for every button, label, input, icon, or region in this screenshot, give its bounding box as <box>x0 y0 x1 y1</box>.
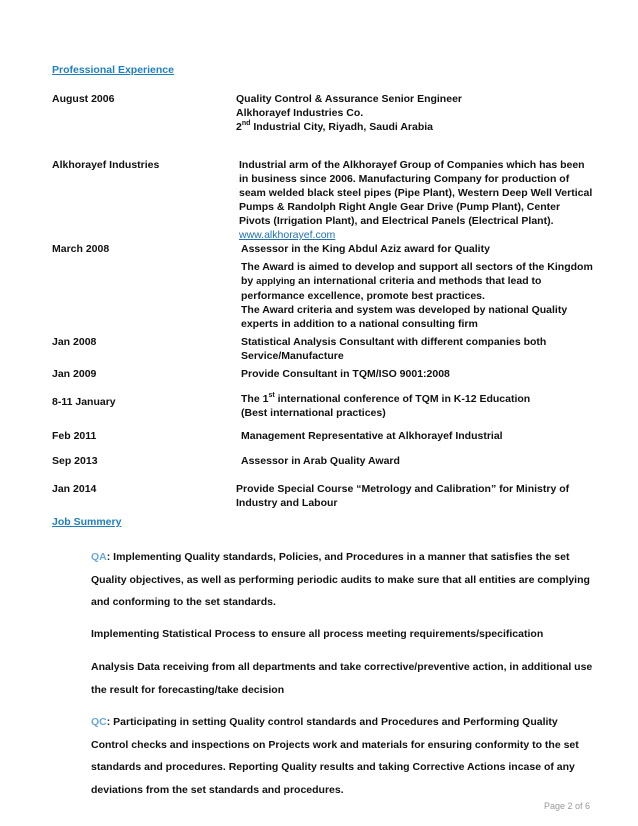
experience-line: Management Representative at Alkhorayef Industrial <box>241 430 503 442</box>
experience-line: Assessor in Arab Quality Award <box>241 455 400 467</box>
experience-line: Statistical Analysis Consultant with different companies both <box>241 336 547 348</box>
company-website-link[interactable]: www.alkhorayef.com <box>239 229 336 241</box>
experience-date: Jan 2014 <box>52 483 97 495</box>
experience-line: seam welded black steel pipes (Pipe Plant), Western Deep Well Vertical <box>239 187 593 199</box>
qc-paragraph: QC: Participating in setting Quality control standards and Procedures and Performing Quality Control checks and inspections on Projects work and materials for ensuring conformity to the set standards and procedures. Reporting Quality results and taking Corrective Actions incase of any deviations from the set standards and procedures. <box>91 711 591 801</box>
paragraph-line: standards and procedures. Reporting Quality results and taking Corrective Actions incase of any <box>91 761 575 773</box>
experience-line: Alkhorayef Industries Co. <box>236 107 364 119</box>
experience-line: The Award criteria and system was developed by national Quality <box>241 304 568 316</box>
experience-description <box>241 367 596 381</box>
experience-description <box>241 429 596 443</box>
experience-line: experts in addition to a national consulting firm <box>241 318 478 330</box>
paragraph-line: and conforming to the set standards. <box>91 596 276 608</box>
experience-description <box>241 335 596 363</box>
experience-line: Provide Special Course “Metrology and Calibration” for Ministry of <box>236 483 570 495</box>
experience-description <box>241 454 596 468</box>
statistical-paragraph <box>91 623 591 646</box>
experience-date: August 2006 <box>52 93 115 105</box>
paragraph-line: the result for forecasting/take decision <box>91 683 285 696</box>
experience-line: in business since 2006. Manufacturing Company for production of <box>239 173 570 185</box>
page-number: Page 2 of 6 <box>543 801 590 811</box>
section-heading-professional-experience: Professional Experience <box>52 64 174 76</box>
experience-line: Service/Manufacture <box>241 350 344 362</box>
experience-description <box>241 392 596 420</box>
experience-address: 2nd Industrial City, Riyadh, Saudi Arabia <box>236 119 434 133</box>
experience-line: Pumps & Randolph Right Angle Gear Drive (Pump Plant), Center <box>239 201 561 213</box>
experience-line: performance excellence, promote best practices. <box>241 290 485 302</box>
experience-date: Jan 2008 <box>52 336 97 348</box>
qc-label: QC <box>91 716 107 728</box>
paragraph-line: Implementing Statistical Process to ensure all process meeting requirements/specification <box>91 628 544 640</box>
experience-date: Jan 2009 <box>52 368 97 380</box>
experience-description <box>236 92 591 134</box>
experience-line: Provide Consultant in TQM/ISO 9001:2008 <box>241 368 450 380</box>
paragraph-line: Control checks and inspections on Projects work and materials for ensuring conformity to the set <box>91 738 579 751</box>
experience-date: Alkhorayef Industries <box>52 159 160 171</box>
experience-line: The 1st international conference of TQM in K-12 Education <box>241 391 531 405</box>
experience-description <box>239 158 594 242</box>
experience-date: 8-11 January <box>52 396 116 408</box>
section-heading-job-summery: Job Summery <box>52 516 122 528</box>
experience-line: (Best international practices) <box>241 407 386 419</box>
qa-label: QA <box>91 551 107 563</box>
experience-line: Industrial arm of the Alkhorayef Group of Companies which has been <box>239 159 585 171</box>
qa-paragraph: QA: Implementing Quality standards, Policies, and Procedures in a manner that satisfies the set Quality objectives, as well as performing periodic audits to make sure that all entities are complying and conforming to the set standards. <box>91 546 591 614</box>
experience-line: Assessor in the King Abdul Aziz award for Quality <box>241 243 490 255</box>
paragraph-line: Analysis Data receiving from all departments and take corrective/preventive action, in additional use <box>91 661 593 673</box>
paragraph-line: Quality objectives, as well as performing periodic audits to make sure that all entities are complying <box>91 573 590 586</box>
experience-description <box>241 242 596 331</box>
experience-date: Feb 2011 <box>52 430 97 442</box>
experience-line: Quality Control & Assurance Senior Engineer <box>236 93 462 105</box>
experience-line: The Award is aimed to develop and support all sectors of the Kingdom <box>241 261 593 273</box>
paragraph-line: deviations from the set standards and procedures. <box>91 783 344 796</box>
experience-date: Sep 2013 <box>52 455 98 467</box>
experience-line: Industry and Labour <box>236 497 338 509</box>
experience-description <box>236 482 591 510</box>
experience-line: by applying an international criteria and methods that lead to <box>241 275 542 287</box>
analysis-paragraph <box>91 656 591 701</box>
experience-date: March 2008 <box>52 243 110 255</box>
experience-line: Pivots (Irrigation Plant), and Electrical Panels (Electrical Plant). <box>239 215 554 227</box>
